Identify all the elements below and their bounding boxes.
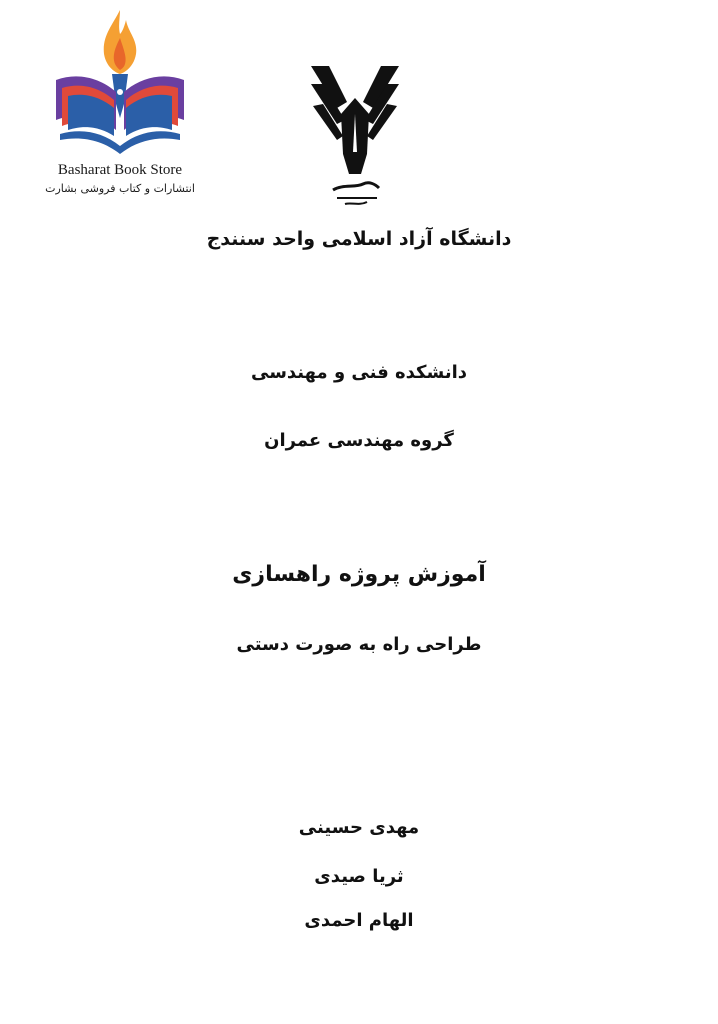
author-name: ثریا صیدی [314,866,404,887]
author-name: الهام احمدی [304,910,414,931]
book-flame-logo-icon [52,8,188,156]
publisher-name-fa: انتشارات و کتاب فروشی بشارت [45,182,195,195]
faculty-name: دانشکده فنی و مهندسی [251,362,467,383]
publisher-watermark [40,8,200,195]
publisher-name-en: Basharat Book Store [57,162,183,178]
azad-university-emblem-icon [307,62,403,212]
document-subtitle: طراحی راه به صورت دستی [236,634,482,655]
document-title: آموزش پروژه راهسازی [232,562,486,587]
author-name: مهدی حسینی [298,817,420,838]
department-name: گروه مهندسی عمران [264,430,454,451]
university-name: دانشگاه آزاد اسلامی واحد سنندج [206,228,512,250]
